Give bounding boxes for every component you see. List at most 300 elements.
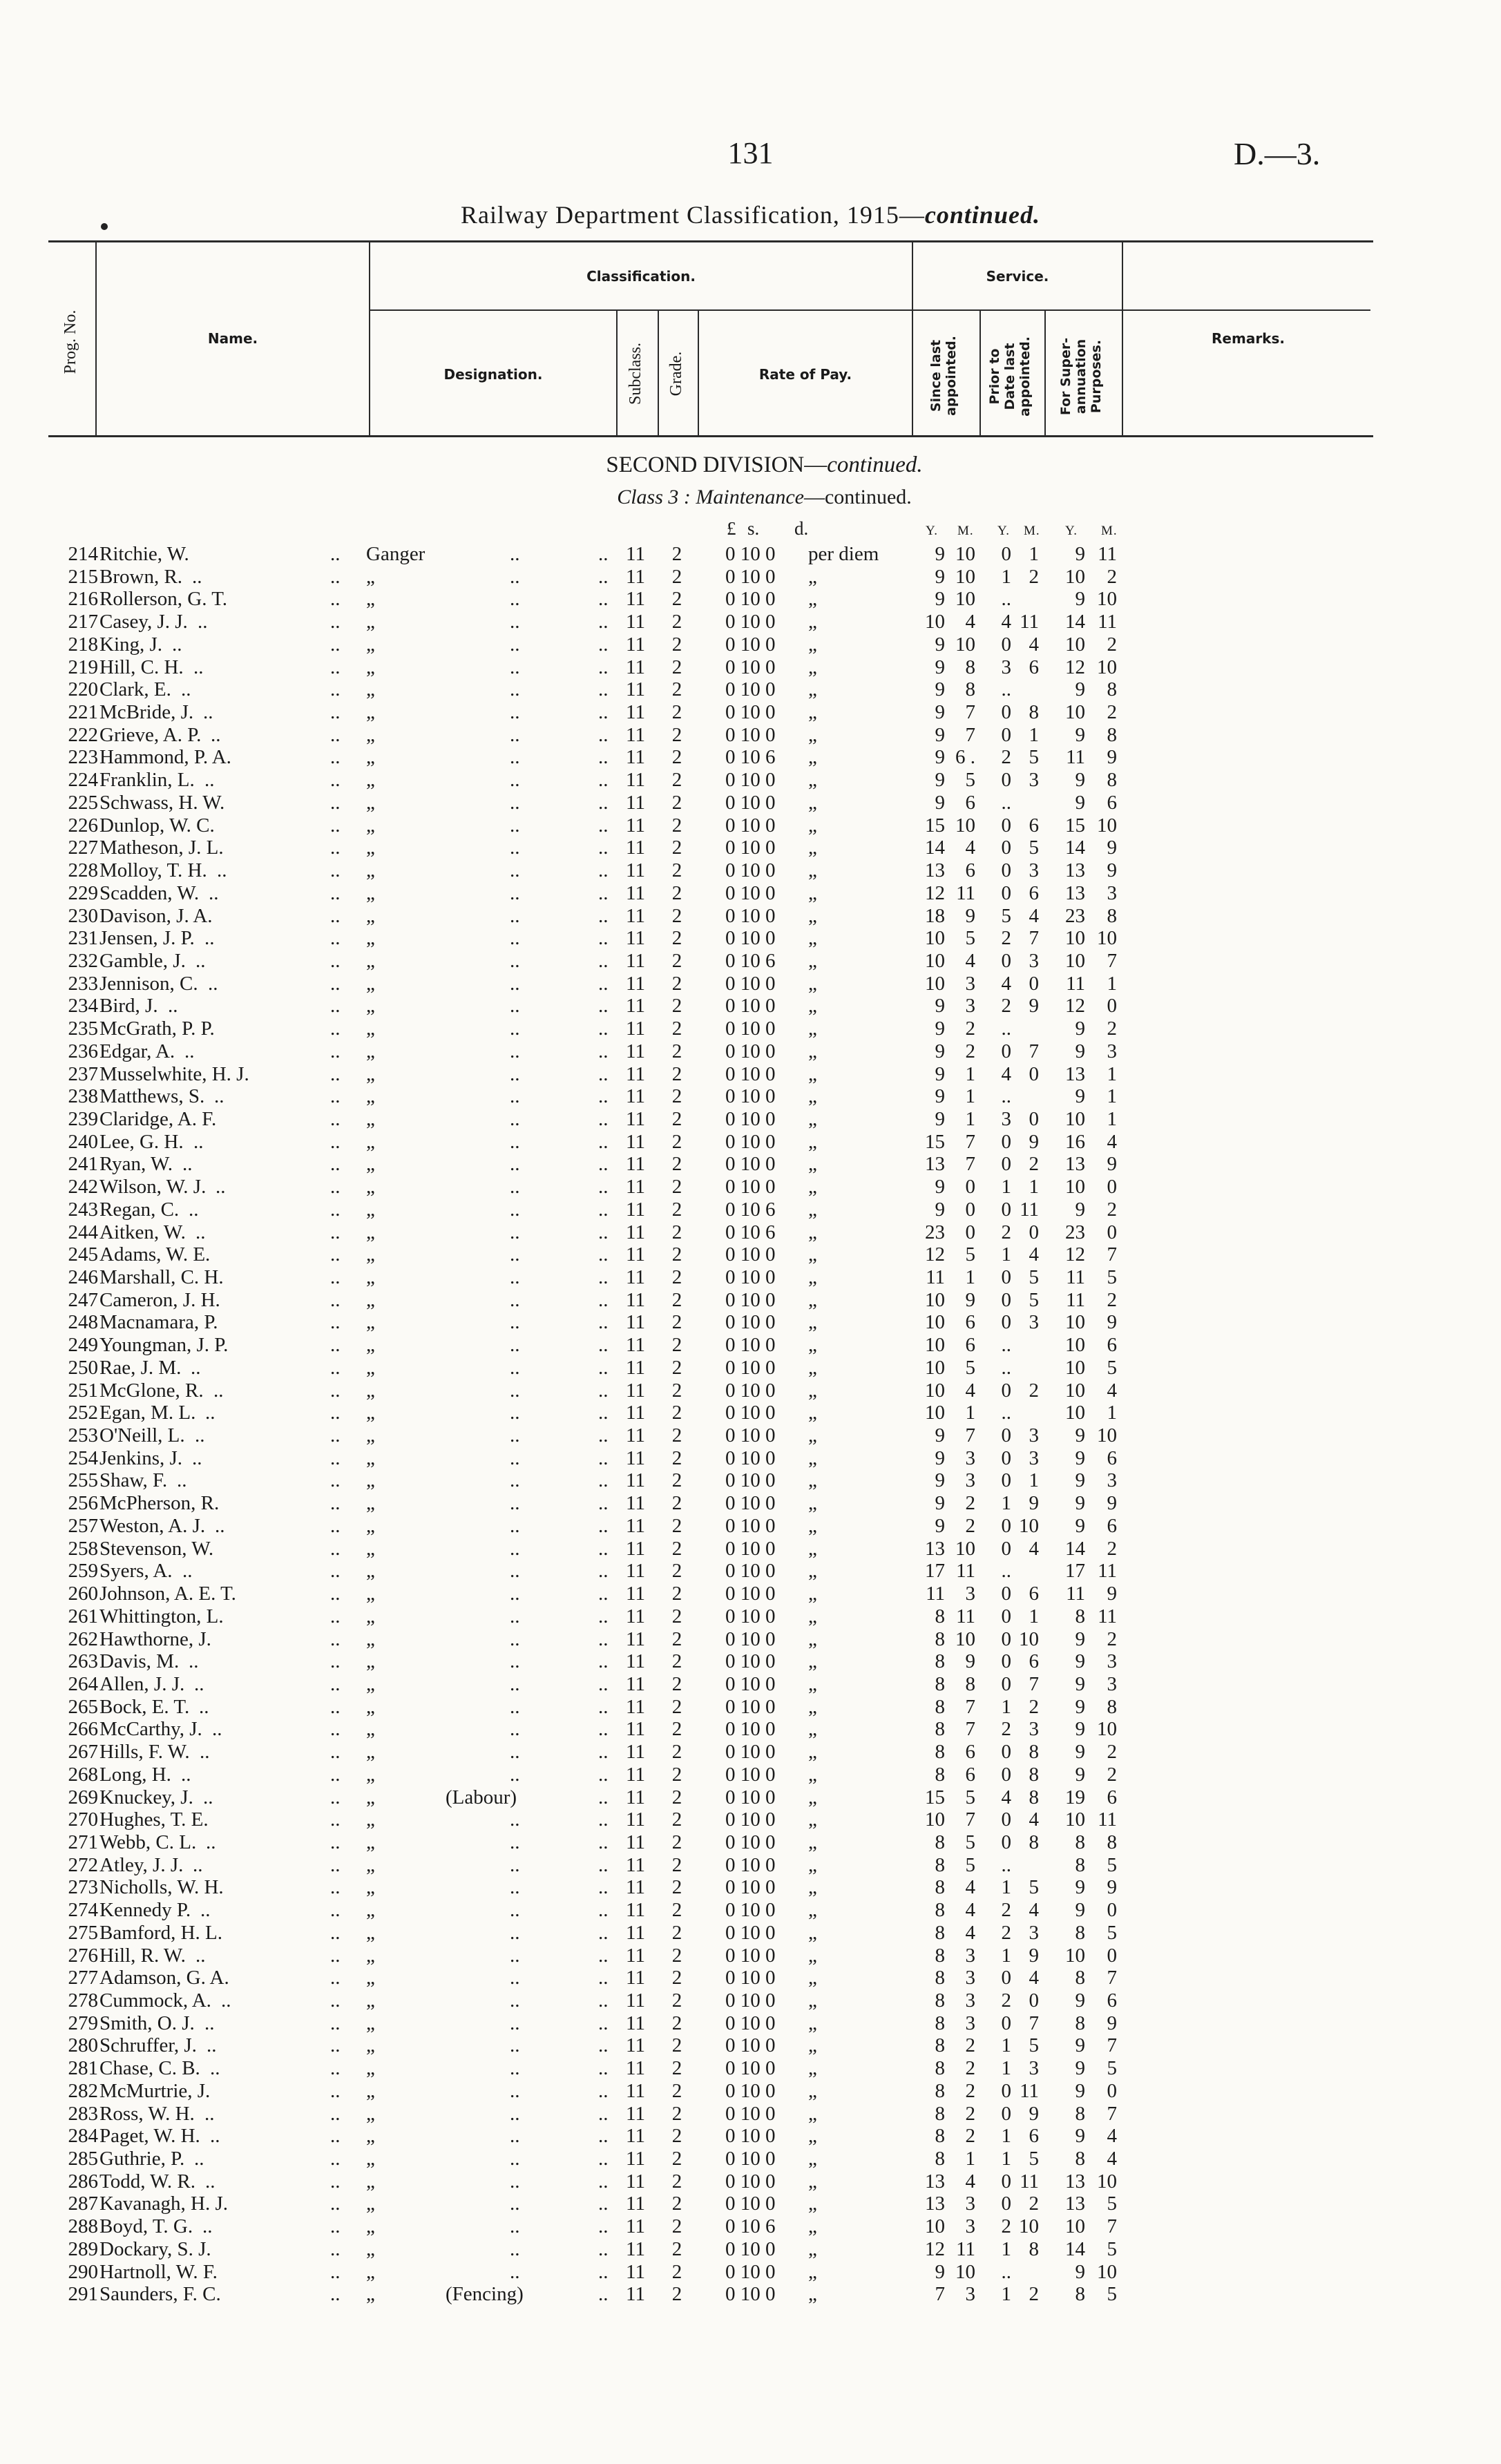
- staff-name: McPherson, R.: [99, 1492, 220, 1515]
- super-months: 8: [1107, 678, 1117, 701]
- leader-dots: ..: [598, 746, 609, 769]
- pay-unit: „: [808, 904, 817, 927]
- prog-number: 275: [68, 1921, 98, 1944]
- leader-dots: ..: [330, 1831, 341, 1853]
- staff-name: Hammond, P. A.: [99, 746, 231, 769]
- prior-years: 0: [1001, 859, 1011, 882]
- leader-dots: ..: [510, 543, 520, 565]
- since-months: 2: [965, 1492, 975, 1515]
- since-months: 2: [965, 1040, 975, 1062]
- prior-months: 10: [1019, 1514, 1039, 1537]
- leader-dots: ..: [510, 1560, 520, 1583]
- super-years: 10: [1065, 1944, 1085, 1967]
- rate-of-pay: 0 10 0: [725, 1356, 776, 1379]
- leader-dots: ..: [598, 2102, 609, 2125]
- super-years: 9: [1075, 2260, 1085, 2283]
- super-months: 9: [1107, 1492, 1117, 1515]
- table-row: [0, 1131, 1501, 1154]
- name-leader-dots: ..: [189, 1198, 199, 1221]
- leader-dots: ..: [598, 1627, 609, 1650]
- prog-number: 227: [68, 837, 98, 859]
- super-years: 11: [1066, 1288, 1085, 1311]
- super-months: 10: [1097, 656, 1117, 678]
- pay-unit: „: [808, 2170, 817, 2193]
- rate-of-pay: 0 10 0: [725, 1469, 776, 1492]
- rate-of-pay: 0 10 0: [725, 2283, 776, 2306]
- name-leader-dots: ..: [215, 1514, 225, 1537]
- designation: „: [366, 565, 375, 588]
- subclass: 11: [626, 2193, 645, 2215]
- super-years: 10: [1065, 1808, 1085, 1831]
- prior-years: 2: [1001, 746, 1011, 769]
- grade: 2: [671, 1469, 682, 1492]
- super-years: 9: [1075, 769, 1085, 792]
- leader-dots: ..: [510, 1040, 520, 1062]
- grade: 2: [671, 1627, 682, 1650]
- super-years: 9: [1075, 1198, 1085, 1221]
- prior-months: 6: [1029, 2125, 1039, 2148]
- leader-dots: ..: [510, 1018, 520, 1040]
- grade: 2: [671, 1402, 682, 1424]
- table-row: [0, 1673, 1501, 1696]
- staff-name: Adams, W. E.: [99, 1243, 211, 1266]
- subclass: 11: [626, 859, 645, 882]
- since-years: 9: [935, 678, 945, 701]
- grade: 2: [671, 1808, 682, 1831]
- since-years: 9: [935, 633, 945, 656]
- subclass: 11: [626, 904, 645, 927]
- since-months: 0: [965, 1198, 975, 1221]
- prior-years: 0: [1001, 1311, 1011, 1334]
- leader-dots: ..: [598, 1921, 609, 1944]
- leader-dots: ..: [330, 1424, 341, 1447]
- prog-number: 233: [68, 972, 98, 995]
- grade: 2: [671, 1718, 682, 1741]
- leader-dots: ..: [598, 723, 609, 746]
- prior-months: 10: [1019, 2215, 1039, 2238]
- prior-years: 0: [1001, 543, 1011, 565]
- prog-number: 284: [68, 2125, 98, 2148]
- leader-dots: ..: [330, 1650, 341, 1673]
- rate-of-pay: 0 10 0: [725, 1831, 776, 1853]
- pay-unit: „: [808, 1650, 817, 1673]
- since-months: 6: [965, 1741, 975, 1764]
- prog-number: 278: [68, 1989, 98, 2012]
- pay-unit: „: [808, 723, 817, 746]
- unit-pence: d.: [794, 518, 809, 539]
- staff-name: Ross, W. H.: [99, 2102, 195, 2125]
- prior-years: 0: [1001, 1040, 1011, 1062]
- since-years: 13: [925, 1537, 945, 1560]
- super-months: 5: [1107, 2237, 1117, 2260]
- staff-name: Macnamara, P.: [99, 1311, 218, 1334]
- since-months: 11: [956, 881, 975, 904]
- prior-years: 1: [1001, 2237, 1011, 2260]
- designation: „: [366, 1537, 375, 1560]
- super-years: 16: [1065, 1130, 1085, 1153]
- staff-name: Schruffer, J.: [99, 2034, 197, 2057]
- rate-of-pay: 0 10 0: [725, 565, 776, 588]
- since-years: 9: [935, 1018, 945, 1040]
- pay-unit: „: [808, 2260, 817, 2283]
- name-leader-dots: ..: [210, 2125, 220, 2148]
- subclass: 11: [626, 1243, 645, 1266]
- leader-dots: ..: [510, 972, 520, 995]
- leader-dots: ..: [330, 1921, 341, 1944]
- staff-name: Boyd, T. G.: [99, 2215, 193, 2238]
- prior-years: 0: [1001, 2079, 1011, 2102]
- prior-months: 4: [1029, 1899, 1039, 1922]
- grade: 2: [671, 904, 682, 927]
- super-years: 13: [1065, 2193, 1085, 2215]
- designation: „: [366, 1853, 375, 1876]
- super-years: 13: [1065, 881, 1085, 904]
- designation: „: [366, 656, 375, 678]
- super-months: 2: [1107, 633, 1117, 656]
- since-months: 6: [965, 1334, 975, 1357]
- subclass: 11: [626, 633, 645, 656]
- prior-years: 0: [1001, 837, 1011, 859]
- designation: „: [366, 1605, 375, 1627]
- staff-name: Whittington, L.: [99, 1605, 224, 1627]
- prog-number: 253: [68, 1424, 98, 1447]
- table-row: [0, 1538, 1501, 1560]
- unit-y3: Y.: [1065, 524, 1078, 538]
- leader-dots: ..: [598, 1288, 609, 1311]
- super-months: 5: [1107, 1356, 1117, 1379]
- since-months: 10: [955, 1537, 975, 1560]
- prior-years: 0: [1001, 1741, 1011, 1764]
- rate-of-pay: 0 10 0: [725, 1967, 776, 1989]
- grade: 2: [671, 1288, 682, 1311]
- rate-of-pay: 0 10 0: [725, 1605, 776, 1627]
- rate-of-pay: 0 10 0: [725, 1921, 776, 1944]
- leader-dots: ..: [330, 611, 341, 633]
- table-row: [0, 1018, 1501, 1040]
- unit-pounds: £: [727, 518, 736, 539]
- grade: 2: [671, 1334, 682, 1357]
- subclass: 11: [626, 1763, 645, 1786]
- table-row: [0, 927, 1501, 950]
- prog-number: 268: [68, 1763, 98, 1786]
- super-months: 9: [1107, 859, 1117, 882]
- since-months: 2: [965, 2079, 975, 2102]
- rate-of-pay: 0 10 0: [725, 972, 776, 995]
- leader-dots: ..: [510, 1876, 520, 1899]
- super-months: 7: [1107, 949, 1117, 972]
- super-years: 14: [1065, 2237, 1085, 2260]
- super-months: 3: [1107, 1650, 1117, 1673]
- prior-years: 0: [1001, 1808, 1011, 1831]
- prior-months: 2: [1029, 1379, 1039, 1402]
- leader-dots: ..: [330, 1198, 341, 1221]
- super-months: 2: [1107, 1288, 1117, 1311]
- since-months: 2: [965, 2125, 975, 2148]
- grade: 2: [671, 1153, 682, 1176]
- prior-years: 4: [1001, 611, 1011, 633]
- staff-name: Kennedy P.: [99, 1899, 191, 1922]
- prog-number: 219: [68, 656, 98, 678]
- grade: 2: [671, 1085, 682, 1108]
- header-since-last: Since last appointed.: [928, 336, 959, 416]
- pay-unit: „: [808, 769, 817, 792]
- grade: 2: [671, 2012, 682, 2034]
- leader-dots: ..: [510, 1718, 520, 1741]
- super-years: 9: [1075, 678, 1085, 701]
- pay-unit: „: [808, 2237, 817, 2260]
- table-row: [0, 1492, 1501, 1515]
- prior-years: 0: [1001, 1469, 1011, 1492]
- pay-unit: „: [808, 927, 817, 950]
- table-row: [0, 1628, 1501, 1651]
- grade: 2: [671, 2260, 682, 2283]
- prog-number: 271: [68, 1831, 98, 1853]
- pay-unit: „: [808, 1469, 817, 1492]
- leader-dots: ..: [510, 1243, 520, 1266]
- header-remarks: Remarks.: [1212, 330, 1285, 347]
- pay-unit: „: [808, 2034, 817, 2057]
- leader-dots: ..: [330, 1876, 341, 1899]
- designation: „: [366, 837, 375, 859]
- designation: „: [366, 1107, 375, 1130]
- table-row: [0, 1605, 1501, 1628]
- grade: 2: [671, 1446, 682, 1469]
- subclass: 11: [626, 2237, 645, 2260]
- super-months: 2: [1107, 1627, 1117, 1650]
- rate-of-pay: 0 10 0: [725, 1853, 776, 1876]
- leader-dots: ..: [510, 678, 520, 701]
- prior-years: 0: [1001, 949, 1011, 972]
- rate-of-pay: 0 10 0: [725, 2034, 776, 2057]
- subclass: 11: [626, 1899, 645, 1922]
- name-leader-dots: ..: [184, 1040, 195, 1062]
- table-row: [0, 1967, 1501, 1989]
- leader-dots: ..: [598, 656, 609, 678]
- grade: 2: [671, 1379, 682, 1402]
- prog-number: 277: [68, 1967, 98, 1989]
- prog-number: 223: [68, 746, 98, 769]
- grade: 2: [671, 543, 682, 565]
- since-months: 3: [965, 1583, 975, 1605]
- rate-of-pay: 0 10 0: [725, 837, 776, 859]
- leader-dots: ..: [510, 1153, 520, 1176]
- pay-unit: „: [808, 1605, 817, 1627]
- leader-dots: ..: [510, 2057, 520, 2080]
- super-years: 11: [1066, 1583, 1085, 1605]
- designation: „: [366, 1402, 375, 1424]
- leader-dots: ..: [510, 2170, 520, 2193]
- prog-number: 226: [68, 814, 98, 837]
- super-years: 10: [1065, 2215, 1085, 2238]
- prog-number: 247: [68, 1288, 98, 1311]
- leader-dots: ..: [330, 1176, 341, 1198]
- pay-unit: „: [808, 1288, 817, 1311]
- leader-dots: ..: [510, 1062, 520, 1085]
- super-years: 9: [1075, 1085, 1085, 1108]
- leader-dots: ..: [598, 1944, 609, 1967]
- pay-unit: „: [808, 2057, 817, 2080]
- super-years: 23: [1065, 1221, 1085, 1243]
- leader-dots: ..: [510, 1583, 520, 1605]
- pay-unit: „: [808, 1537, 817, 1560]
- super-years: 9: [1075, 2057, 1085, 2080]
- name-leader-dots: ..: [177, 1469, 187, 1492]
- prog-number: 263: [68, 1650, 98, 1673]
- rate-of-pay: 0 10 0: [725, 611, 776, 633]
- rate-of-pay: 0 10 0: [725, 769, 776, 792]
- prior-months: 6: [1029, 656, 1039, 678]
- pay-unit: „: [808, 791, 817, 814]
- subclass: 11: [626, 746, 645, 769]
- table-row: [0, 859, 1501, 882]
- staff-name: Molloy, T. H.: [99, 859, 207, 882]
- leader-dots: ..: [598, 1153, 609, 1176]
- staff-name: Guthrie, P.: [99, 2148, 185, 2170]
- pay-unit: „: [808, 2283, 817, 2306]
- table-row: [0, 1831, 1501, 1854]
- prog-number: 238: [68, 1085, 98, 1108]
- grade: 2: [671, 2148, 682, 2170]
- super-months: 9: [1107, 837, 1117, 859]
- leader-dots: ..: [598, 837, 609, 859]
- staff-name: Grieve, A. P.: [99, 723, 202, 746]
- grade: 2: [671, 1514, 682, 1537]
- since-years: 8: [935, 1650, 945, 1673]
- super-months: 7: [1107, 1967, 1117, 1989]
- table-row: [0, 2103, 1501, 2126]
- leader-dots: ..: [330, 1402, 341, 1424]
- super-months: 0: [1107, 1899, 1117, 1922]
- since-years: 8: [935, 1695, 945, 1718]
- super-years: 10: [1065, 1402, 1085, 1424]
- prior-months: 11: [1020, 2079, 1039, 2102]
- header-service: Service.: [986, 268, 1049, 285]
- pay-unit: „: [808, 2215, 817, 2238]
- table-row: [0, 1854, 1501, 1877]
- grade: 2: [671, 814, 682, 837]
- prior-months: 3: [1029, 1424, 1039, 1447]
- table-row: [0, 633, 1501, 656]
- staff-name: Paget, W. H.: [99, 2125, 200, 2148]
- staff-name: Johnson, A. E. T.: [99, 1583, 236, 1605]
- since-years: 9: [935, 1424, 945, 1447]
- since-years: 10: [925, 1334, 945, 1357]
- subclass: 11: [626, 814, 645, 837]
- name-leader-dots: ..: [194, 1672, 204, 1695]
- prior-years: 0: [1001, 1446, 1011, 1469]
- designation: „: [366, 2215, 375, 2238]
- leader-dots: ..: [510, 1695, 520, 1718]
- table-row: [0, 1560, 1501, 1583]
- rate-of-pay: 0 10 0: [725, 543, 776, 565]
- table-row: [0, 678, 1501, 701]
- leader-dots: ..: [510, 723, 520, 746]
- table-row: [0, 1469, 1501, 1492]
- name-leader-dots: ..: [203, 1786, 213, 1808]
- table-row: [0, 2238, 1501, 2261]
- prog-number: 258: [68, 1537, 98, 1560]
- name-leader-dots: ..: [211, 723, 221, 746]
- subclass: 11: [626, 881, 645, 904]
- pay-unit: „: [808, 565, 817, 588]
- leader-dots: ..: [510, 837, 520, 859]
- leader-dots: ..: [510, 1989, 520, 2012]
- grade: 2: [671, 927, 682, 950]
- prog-number: 252: [68, 1402, 98, 1424]
- prog-number: 215: [68, 565, 98, 588]
- super-months: 6: [1107, 1514, 1117, 1537]
- super-months: 1: [1107, 1062, 1117, 1085]
- leader-dots: ..: [330, 1446, 341, 1469]
- table-row: [0, 882, 1501, 905]
- staff-name: Knuckey, J.: [99, 1786, 193, 1808]
- table-row: [0, 1786, 1501, 1809]
- leader-dots: ..: [330, 1492, 341, 1515]
- super-months: 0: [1107, 1221, 1117, 1243]
- designation: „: [366, 859, 375, 882]
- leader-dots: ..: [510, 1808, 520, 1831]
- leader-dots: ..: [598, 1989, 609, 2012]
- grade: 2: [671, 1243, 682, 1266]
- table-row: [0, 2170, 1501, 2193]
- since-months: 10: [955, 543, 975, 565]
- since-months: 7: [965, 1695, 975, 1718]
- rate-of-pay: 0 10 0: [725, 2102, 776, 2125]
- rate-of-pay: 0 10 0: [725, 881, 776, 904]
- grade: 2: [671, 1605, 682, 1627]
- prior-months: 3: [1029, 1311, 1039, 1334]
- name-leader-dots: ..: [202, 2215, 213, 2238]
- staff-name: Matheson, J. L.: [99, 837, 224, 859]
- table-row: [0, 2057, 1501, 2080]
- leader-dots: ..: [598, 1107, 609, 1130]
- table-row: [0, 1741, 1501, 1764]
- since-years: 18: [925, 904, 945, 927]
- super-months: 6: [1107, 1334, 1117, 1357]
- subclass: 11: [626, 2260, 645, 2283]
- since-months: 1: [965, 1402, 975, 1424]
- pay-unit: „: [808, 1695, 817, 1718]
- name-leader-dots: ..: [212, 1718, 222, 1741]
- pay-unit: „: [808, 1356, 817, 1379]
- since-years: 11: [926, 1583, 945, 1605]
- leader-dots: ..: [330, 2193, 341, 2215]
- prior-years: 0: [1001, 1153, 1011, 1176]
- since-months: 3: [965, 1944, 975, 1967]
- leader-dots: ..: [598, 1899, 609, 1922]
- super-months: 7: [1107, 2102, 1117, 2125]
- leader-dots: ..: [510, 1650, 520, 1673]
- since-months: 7: [965, 1153, 975, 1176]
- staff-name: Rollerson, G. T.: [99, 588, 228, 611]
- super-years: 9: [1075, 1469, 1085, 1492]
- prior-months: 1: [1029, 543, 1039, 565]
- since-years: 9: [935, 1446, 945, 1469]
- pay-unit: „: [808, 1921, 817, 1944]
- pay-unit: „: [808, 678, 817, 701]
- leader-dots: ..: [510, 1288, 520, 1311]
- designation: „: [366, 746, 375, 769]
- subclass: 11: [626, 611, 645, 633]
- table-row: [0, 656, 1501, 679]
- staff-name: Long, H.: [99, 1763, 171, 1786]
- super-months: 8: [1107, 723, 1117, 746]
- pay-unit: „: [808, 1424, 817, 1447]
- table-row: [0, 2283, 1501, 2306]
- rate-of-pay: 0 10 0: [725, 701, 776, 724]
- rate-of-pay: 0 10 0: [725, 927, 776, 950]
- leader-dots: ..: [330, 2283, 341, 2306]
